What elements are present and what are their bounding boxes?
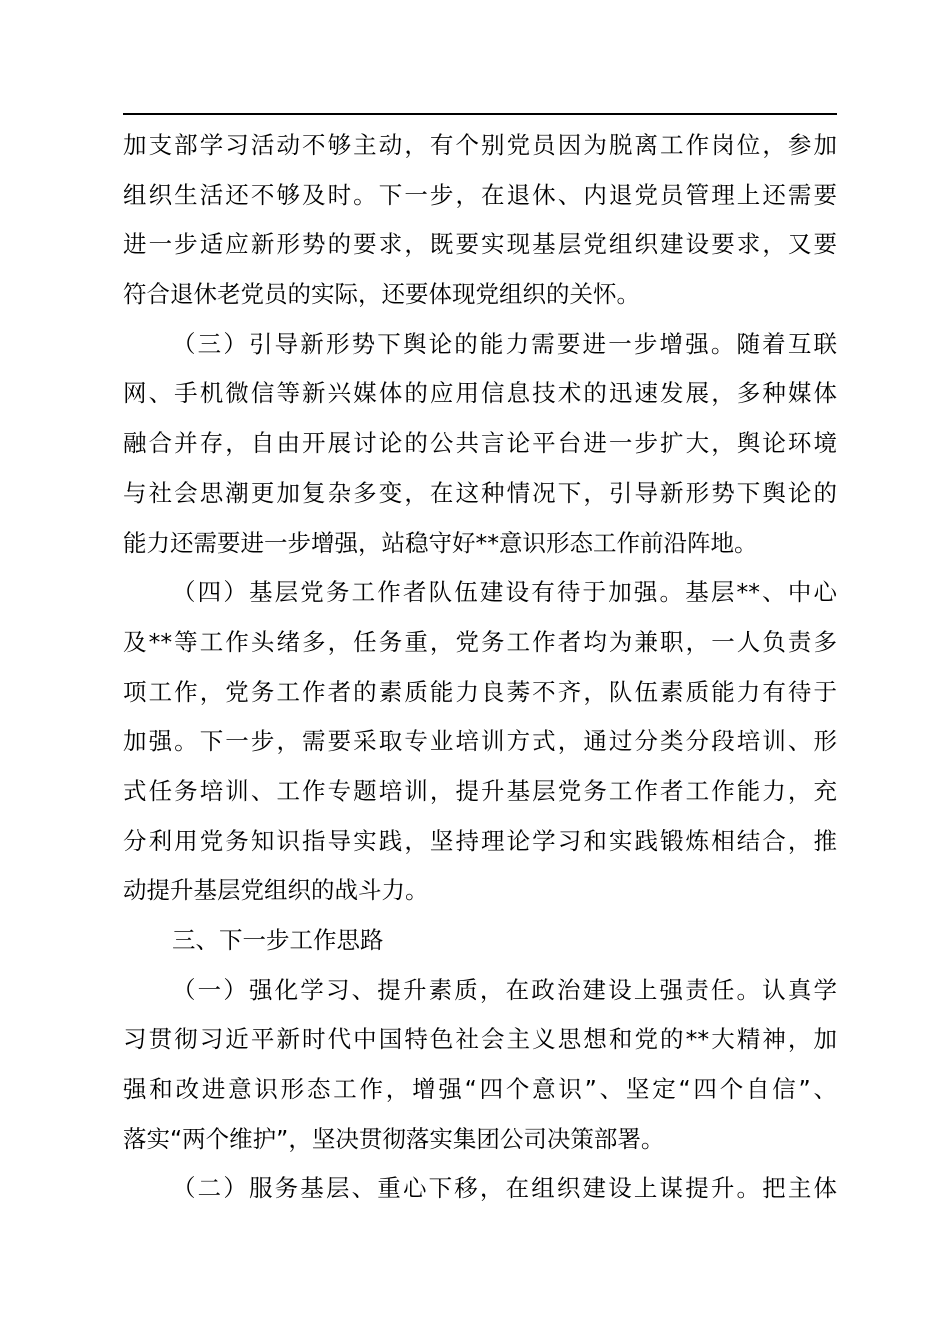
header-rule — [123, 113, 837, 115]
text-line: （一）强化学习、提升素质，在政治建设上强责任。认真学 — [172, 975, 837, 1004]
paragraph-strengthen-learning — [123, 966, 837, 1165]
paragraph-retired-members — [123, 121, 837, 320]
text-line: 分利用党务知识指导实践，坚持理论学习和实践锻炼相结合，推 — [123, 826, 837, 855]
text-line: 与社会思潮更加复杂多变，在这种情况下，引导新形势下舆论的 — [123, 478, 837, 507]
text-line: 项工作，党务工作者的素质能力良莠不齐，队伍素质能力有待于 — [123, 677, 837, 706]
text-line: 进一步适应新形势的要求，既要实现基层党组织建设要求，又要 — [123, 230, 837, 259]
section-heading: 三、下一步工作思路 — [172, 926, 384, 954]
paragraph-party-workers — [123, 568, 837, 916]
text-line: 加支部学习活动不够主动，有个别党员因为脱离工作岗位，参加 — [123, 131, 837, 159]
text-line: （二）服务基层、重心下移，在组织建设上谋提升。把主体 — [172, 1174, 837, 1203]
text-line: 加强。下一步，需要采取专业培训方式，通过分类分段培训、形 — [123, 727, 837, 756]
text-line: （三）引导新形势下舆论的能力需要进一步增强。随着互联 — [172, 329, 837, 358]
text-line: 习贯彻习近平新时代中国特色社会主义思想和党的**大精神，加 — [123, 1025, 837, 1054]
paragraph-serve-grassroots — [123, 1164, 837, 1214]
text-line: 组织生活还不够及时。下一步，在退休、内退党员管理上还需要 — [123, 180, 837, 209]
text-line: 强和改进意识形态工作，增强“四个意识”、坚定“四个自信”、 — [123, 1075, 837, 1104]
text-line: 式任务培训、工作专题培训，提升基层党务工作者工作能力，充 — [123, 776, 837, 805]
text-line: 及**等工作头绪多，任务重，党务工作者均为兼职，一人负责多 — [123, 627, 837, 656]
text-line: 能力还需要进一步增强，站稳守好**意识形态工作前沿阵地。 — [123, 528, 758, 557]
text-line: 融合并存，自由开展讨论的公共言论平台进一步扩大，舆论环境 — [123, 429, 837, 458]
text-line: 落实“两个维护”，坚决贯彻落实集团公司决策部署。 — [123, 1124, 665, 1153]
text-line: 符合退休老党员的实际，还要体现党组织的关怀。 — [123, 280, 640, 309]
text-line: 动提升基层党组织的战斗力。 — [123, 876, 429, 905]
text-line: 网、手机微信等新兴媒体的应用信息技术的迅速发展，多种媒体 — [123, 379, 837, 408]
paragraph-public-opinion — [123, 320, 837, 568]
document-body — [123, 121, 837, 1214]
text-line: （四）基层党务工作者队伍建设有待于加强。基层**、中心 — [172, 578, 837, 607]
section-heading-next-steps — [123, 916, 837, 966]
